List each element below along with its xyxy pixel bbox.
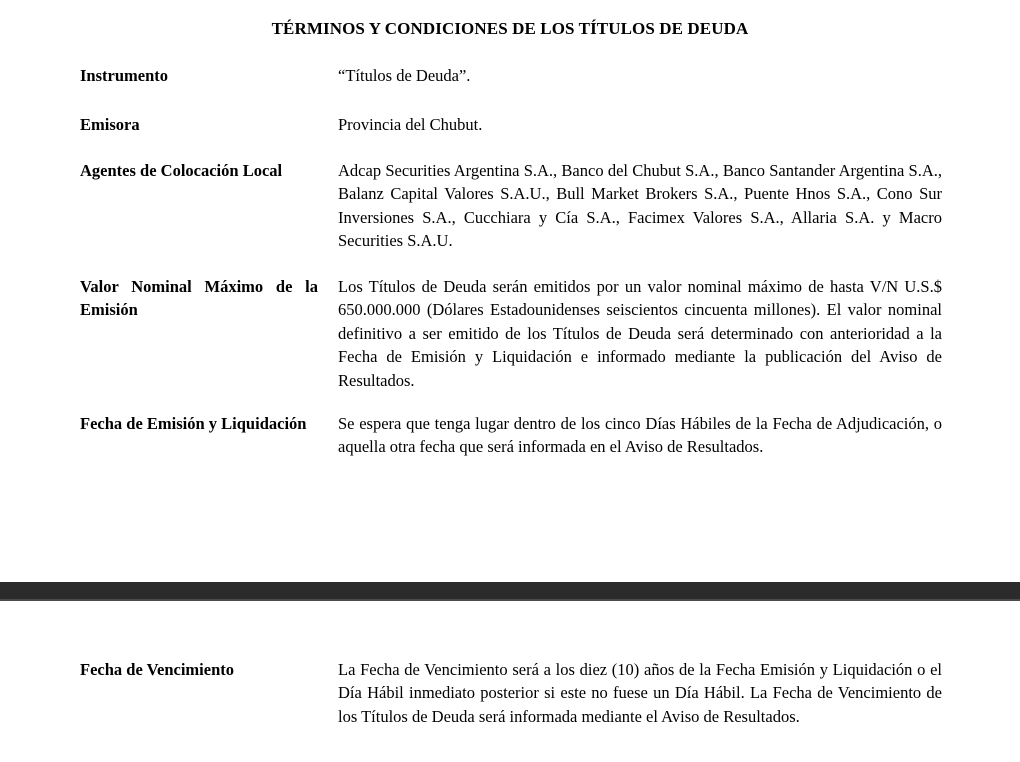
term-value: Se espera que tenga lugar dentro de los cinco Días Hábiles de la Fecha de Adjudicación, o aquella otra fecha que será informada en el Aviso de Resultados.	[338, 414, 942, 457]
term-label: Valor Nominal Máximo de la Emisión	[80, 277, 318, 320]
term-value: Los Títulos de Deuda serán emitidos por un valor nominal máximo de hasta V/N U.S.$ 650.000.000 (Dólares Estadounidenses seiscientos cincuenta millones). El valor nominal definitivo a ser emitido de los Títulos de Deuda será determinado con anterioridad a la Fecha de Emisión y Liquidación e informado mediante la publicación del Aviso de Resultados.	[338, 277, 942, 390]
term-value: Provincia del Chubut.	[338, 115, 483, 134]
document-title: TÉRMINOS Y CONDICIONES DE LOS TÍTULOS DE DEUDA	[271, 19, 749, 38]
document-page-bottom	[0, 601, 1020, 762]
term-label: Emisora	[80, 115, 140, 134]
term-value: Adcap Securities Argentina S.A., Banco del Chubut S.A., Banco Santander Argentina S.A., Balanz Capital Valores S.A.U., Bull Market Brokers S.A., Puente Hnos S.A., Cono Sur Inversiones S.A., Cucchiara y Cía S.A., Facimex Valores S.A., Allaria S.A. y Macro Securities S.A.U.	[338, 161, 942, 251]
term-label: Fecha de Vencimiento	[80, 660, 234, 679]
term-label: Fecha de Emisión y Liquidación	[80, 414, 307, 433]
term-label: Agentes de Colocación Local	[80, 161, 283, 180]
page-separator	[0, 582, 1020, 601]
term-value: La Fecha de Vencimiento será a los diez (10) años de la Fecha Emisión y Liquidación o el Día Hábil inmediato posterior si este no fuese un Día Hábil. La Fecha de Vencimiento de los Títulos de Deuda será informada mediante el Aviso de Resultados.	[338, 660, 942, 726]
term-label: Instrumento	[80, 66, 169, 85]
term-value: “Títulos de Deuda”.	[338, 66, 471, 85]
